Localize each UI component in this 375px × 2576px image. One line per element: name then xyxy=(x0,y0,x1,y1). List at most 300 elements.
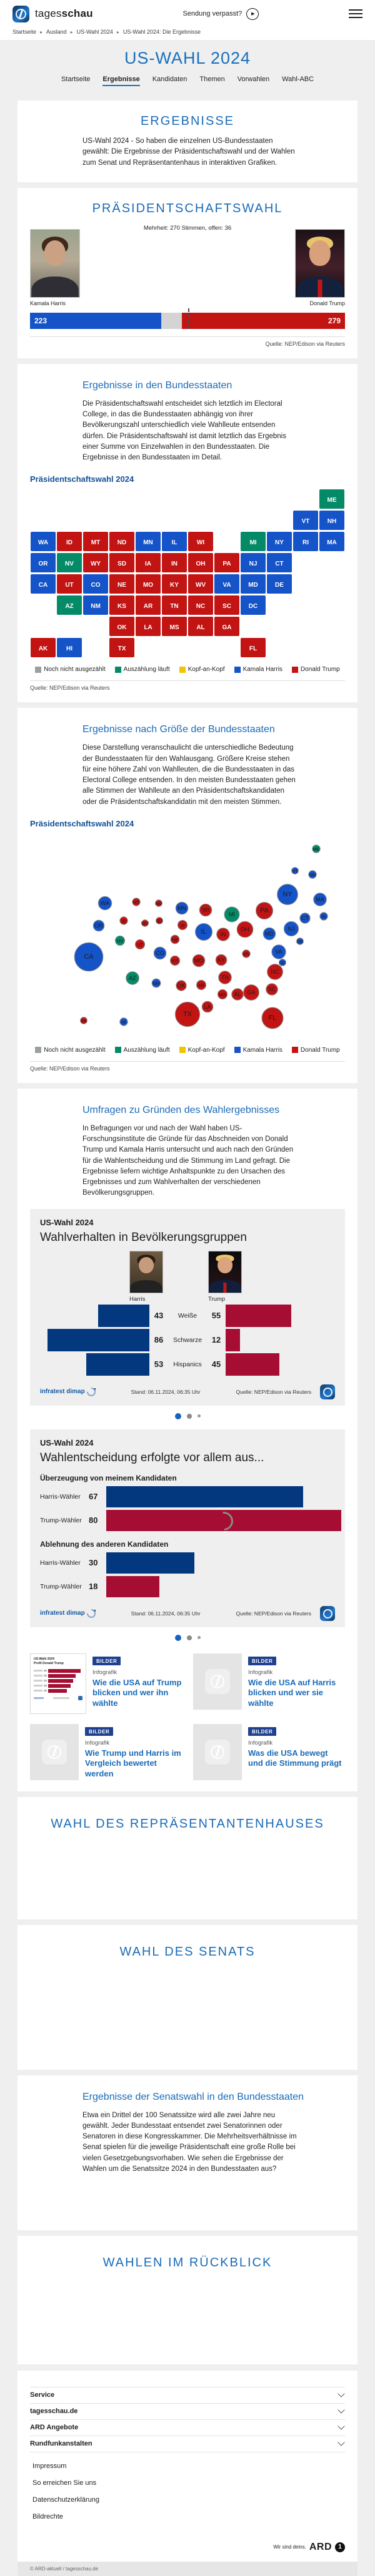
breadcrumb-item[interactable]: US-Wahl 2024 xyxy=(76,29,113,35)
bilder-badge: BILDER xyxy=(85,1727,113,1736)
tagesschau-globe-icon xyxy=(12,6,29,22)
harris-votes-segment[interactable]: 223 xyxy=(30,313,161,329)
section-ergebnisse xyxy=(18,100,358,182)
state-label: NY xyxy=(275,539,284,547)
legend-label: Donald Trump xyxy=(300,666,340,673)
breadcrumb-item[interactable]: US-Wahl 2024: Die Ergebnisse xyxy=(122,29,201,35)
group-label: Schwarze xyxy=(172,1336,202,1344)
legend-item xyxy=(234,1047,282,1054)
legend-swatch xyxy=(179,667,186,673)
repraesentantenhaus-title: WAHL DES REPRÄSENTANTENHAUSES xyxy=(51,1816,324,1831)
hero xyxy=(0,40,375,95)
state-label: MI xyxy=(249,539,257,547)
panel-kicker: US-Wahl 2024 xyxy=(40,1437,94,1447)
footer-link[interactable]: Impressum xyxy=(32,2462,67,2470)
state-label: MA xyxy=(327,539,337,547)
majority-annotation: Mehrheit: 270 Stimmen, offen: 36 xyxy=(143,224,232,232)
state-label: MD xyxy=(265,930,274,937)
section-groesse xyxy=(18,708,358,1083)
state-label: AL xyxy=(234,991,241,997)
ard-logo-icon xyxy=(320,1384,335,1399)
trump-value: 45 xyxy=(211,1359,221,1369)
chevron-down-icon xyxy=(338,2439,344,2446)
legend-swatch xyxy=(35,1047,41,1053)
bilder-badge: BILDER xyxy=(92,1657,121,1665)
carousel-dots xyxy=(30,1635,345,1641)
ard-one-icon: 1 xyxy=(335,2542,345,2552)
teaser-thumbnail-placeholder xyxy=(193,1724,242,1780)
infratest-dimap-logo: infratest dimap xyxy=(40,1609,96,1618)
state-label: TN xyxy=(221,974,229,981)
accordion-label: Service xyxy=(30,2391,55,2399)
state-label: KS xyxy=(171,957,179,964)
teaser-link[interactable]: Wie die USA auf Trump blicken und wer ihn wählte xyxy=(92,1677,182,1708)
chevron-down-icon xyxy=(338,2422,344,2429)
missed-show-button[interactable] xyxy=(182,8,259,20)
state-label: PA xyxy=(222,561,231,568)
kamala-harris-photo xyxy=(30,229,80,298)
ergebnisse-text: US-Wahl 2024 - So haben die einzelnen US-Bundesstaaten gewählt: Die Ergebnisse der Präsidentschaftswahl und der Wahlen zum Senat und Repräsentantenhaus in interaktiven Grafiken. xyxy=(82,137,295,167)
state-label: DE xyxy=(275,582,284,589)
missed-show-label: Sendung verpasst? xyxy=(182,10,242,17)
state-label: MT xyxy=(91,539,101,547)
footer-accordion-tagesschaude[interactable] xyxy=(30,2404,345,2420)
state-label: HI xyxy=(121,1019,126,1025)
state-label: MS xyxy=(169,624,179,632)
state-label: AL xyxy=(196,624,205,632)
footer-link[interactable]: Datenschutzerklärung xyxy=(32,2495,100,2504)
state-label: NJ xyxy=(249,561,258,568)
tab-kandidaten[interactable]: Kandidaten xyxy=(152,76,188,83)
carousel-dot-active[interactable] xyxy=(175,1635,181,1641)
ard-brand-row xyxy=(30,2542,345,2553)
footer-links xyxy=(32,2462,345,2520)
reason-row xyxy=(40,1552,335,1574)
trump-bar[interactable] xyxy=(226,1353,279,1376)
map-chart-title: Präsidentschaftswahl 2024 xyxy=(30,474,134,484)
state-label: AZ xyxy=(65,603,74,610)
state-label: SD xyxy=(156,918,163,924)
state-label: MA xyxy=(316,896,324,903)
demographics-row xyxy=(40,1329,335,1351)
state-label: DC xyxy=(248,603,258,610)
state-label: GA xyxy=(247,989,256,996)
legend-item xyxy=(35,1047,105,1054)
state-label: NE xyxy=(118,582,126,589)
play-icon: ▶ xyxy=(246,8,259,20)
state-label: AZ xyxy=(129,974,136,981)
state-label: DE xyxy=(296,938,304,944)
trump-value: 12 xyxy=(211,1335,221,1344)
bilder-badge: BILDER xyxy=(248,1727,276,1736)
teaser-link[interactable]: Was die USA bewegt und die Stimmung prägt xyxy=(248,1748,342,1768)
teaser-kicker: Infografik xyxy=(92,1668,118,1676)
state-label: NY xyxy=(282,890,292,898)
section-praesidentschaftswahl xyxy=(18,188,358,358)
page-title: US-WAHL 2024 xyxy=(124,49,251,67)
carousel-dot[interactable] xyxy=(187,1414,192,1419)
stand-label: Stand: 06.11.2024, 06:35 Uhr xyxy=(131,1388,201,1395)
accordion-label: tagesschau.de xyxy=(30,2407,78,2415)
state-label: CO xyxy=(91,582,101,589)
teaser-kicker: Infografik xyxy=(248,1668,273,1676)
teaser-card[interactable] xyxy=(30,1724,182,1780)
carousel-dot-active[interactable] xyxy=(175,1413,181,1419)
state-label: WV xyxy=(242,951,251,957)
trump-votes-segment[interactable]: 279 xyxy=(182,313,345,329)
electoral-college-bar xyxy=(30,313,345,329)
state-label: NV xyxy=(65,561,74,568)
value-bar[interactable] xyxy=(106,1486,303,1507)
trump-column-label: Trump xyxy=(208,1295,226,1303)
state-label: WA xyxy=(100,899,110,906)
state-label: KY xyxy=(170,582,179,589)
group-label: Hispanics xyxy=(173,1360,202,1368)
page-footer xyxy=(18,2371,358,2576)
state-label: IN xyxy=(171,561,178,568)
breadcrumb-separator-icon: ▸ xyxy=(70,29,73,35)
rueckblick-title: WAHLEN IM RÜCKBLICK xyxy=(102,2255,272,2270)
tab-ergebnisse[interactable]: Ergebnisse xyxy=(102,76,139,86)
state-label: MD xyxy=(248,582,258,589)
section-bundesstaaten xyxy=(18,364,358,703)
state-label: SC xyxy=(222,603,231,610)
value-label: 30 xyxy=(89,1558,98,1567)
footer-accordion-ardangebote[interactable] xyxy=(30,2420,345,2436)
tab-themen[interactable]: Themen xyxy=(199,76,225,83)
senatswahl-text: Etwa ein Drittel der 100 Senatssitze wird alle zwei Jahre neu gewählt. Jeder Bundesstaat entsendet zwei Senatorinnen oder Senatoren in diese Kongresskammer. Die Mehrheitsverhältnisse im Senat spielen für die jeweilige Präsidentschaft eine große Rolle bei vielen Gesetzgebungsvorhaben. Wie sehen die Ergebnisse der Wahlen um die Senatssitze 2024 in den Bundesstaaten aus? xyxy=(82,2111,297,2173)
teaser-kicker: Infografik xyxy=(248,1739,273,1746)
reason-row xyxy=(40,1510,335,1531)
praesidentschaftswahl-title: PRÄSIDENTSCHAFTSWAHL xyxy=(92,201,283,215)
voter-group-label: Harris-Wähler xyxy=(40,1559,81,1567)
groesse-text: Diese Darstellung veranschaulicht die unterschiedliche Bedeutung der Bundesstaaten für den Wahlausgang. Größere Kreise stehen für eine höhere Zahl von Wahlleuten, die die Bundesstaaten in das Electoral College entsenden. In den meisten Bundesstaaten gehen alle Stimmen der Wahlleute an den Präsidentschaftskandidaten oder die Präsidentschaftskandidatin mit den meisten Stimmen. xyxy=(82,744,296,806)
stand-label: Stand: 06.11.2024, 06:35 Uhr xyxy=(131,1610,201,1617)
ergebnisse-title: ERGEBNISSE xyxy=(140,114,235,128)
trump-bar[interactable] xyxy=(226,1305,291,1327)
source-note: Quelle: NEP/Edison via Reuters xyxy=(30,685,110,692)
state-label: GA xyxy=(222,624,232,632)
trump-bar[interactable] xyxy=(226,1329,240,1351)
harris-mini-photo xyxy=(129,1251,163,1293)
value-label: 80 xyxy=(89,1516,98,1525)
umfragen-title[interactable]: Umfragen zu Gründen des Wahlergebnisses xyxy=(82,1104,280,1115)
reason-groups xyxy=(40,1474,335,1597)
state-label: AK xyxy=(38,645,48,653)
state-label: NV xyxy=(116,938,124,944)
state-label: RI xyxy=(321,913,326,919)
teaser-thumbnail-placeholder xyxy=(30,1724,79,1780)
trump-caption: Donald Trump xyxy=(309,300,345,306)
panel-footer xyxy=(40,1384,335,1399)
voter-group-label: Trump-Wähler xyxy=(40,1516,82,1524)
state-label: OR xyxy=(38,561,48,568)
footer-accordions xyxy=(30,2387,345,2452)
teaser-link[interactable]: Wie Trump und Harris im Vergleich bewertet werden xyxy=(85,1748,181,1779)
ard-claim: Wir sind deins. xyxy=(273,2544,306,2550)
divider xyxy=(30,336,345,337)
state-label: ME xyxy=(312,846,320,852)
footer-accordion-rundfunkanstalten[interactable] xyxy=(30,2436,345,2452)
state-label: NM xyxy=(152,980,160,986)
section-senat xyxy=(18,1925,358,2070)
copyright-bar: © ARD-aktuell / tagesschau.de xyxy=(18,2562,358,2576)
state-label: CA xyxy=(84,953,94,961)
state-label: ID xyxy=(66,539,72,547)
harris-bar[interactable] xyxy=(98,1305,149,1327)
state-label: NH xyxy=(327,518,337,526)
value-bar[interactable] xyxy=(106,1552,194,1574)
globe-placeholder-icon xyxy=(42,1740,67,1765)
legend-label: Auszählung läuft xyxy=(123,1046,170,1054)
accordion-label: Rundfunkanstalten xyxy=(30,2440,92,2447)
legend-swatch xyxy=(292,667,298,673)
state-label: VA xyxy=(275,948,282,955)
demographics-rows xyxy=(40,1305,335,1376)
bubble-chart-title: Präsidentschaftswahl 2024 xyxy=(30,818,134,828)
trump-mini-photo xyxy=(208,1251,242,1293)
candidate-harris xyxy=(30,229,80,306)
accordion-label: ARD Angebote xyxy=(30,2424,79,2431)
state-label: CT xyxy=(301,914,309,921)
candidate-trump xyxy=(295,229,345,306)
value-bar[interactable] xyxy=(106,1576,159,1597)
tab-wahl-abc[interactable]: Wahl-ABC xyxy=(282,76,314,83)
bilder-badge: BILDER xyxy=(248,1657,276,1665)
legend-swatch xyxy=(292,1047,298,1053)
breadcrumb-item[interactable]: Startseite xyxy=(12,29,37,35)
tab-startseite[interactable]: Startseite xyxy=(61,76,91,83)
breadcrumb xyxy=(0,27,375,40)
harris-column-label: Harris xyxy=(129,1295,146,1303)
legend-label: Kamala Harris xyxy=(242,666,282,673)
harris-column xyxy=(129,1251,167,1303)
source-label: Quelle: NEP/Edison via Reuters xyxy=(236,1610,311,1617)
state-label: KS xyxy=(118,603,126,610)
state-label: MN xyxy=(178,904,186,911)
footer-link[interactable]: Bildrechte xyxy=(32,2512,63,2520)
poll-panel-demographics xyxy=(30,1209,345,1406)
state-label: ND xyxy=(117,539,127,547)
legend-item xyxy=(292,666,340,673)
bundesstaaten-title[interactable]: Ergebnisse in den Bundesstaaten xyxy=(82,380,232,391)
harris-value: 86 xyxy=(154,1335,164,1344)
legend-label: Kopf-an-Kopf xyxy=(188,1046,225,1054)
state-label: TX xyxy=(182,1010,192,1018)
breadcrumb-item[interactable]: Ausland xyxy=(46,29,67,35)
state-label: WI xyxy=(202,906,209,913)
group-label: Weiße xyxy=(178,1311,198,1320)
harris-bar[interactable] xyxy=(86,1353,149,1376)
teaser-card[interactable] xyxy=(193,1724,345,1780)
majority-marker xyxy=(188,308,189,329)
legend-item xyxy=(234,666,282,673)
brand-name: tagesschau xyxy=(35,7,93,19)
demographics-row xyxy=(40,1353,335,1376)
state-label: IA xyxy=(180,922,185,928)
state-label: OK xyxy=(117,624,127,632)
legend-item xyxy=(115,666,170,673)
carousel-dot[interactable] xyxy=(198,1414,201,1418)
legend-item xyxy=(292,1047,340,1054)
demographics-row xyxy=(40,1305,335,1327)
senatswahl-title[interactable]: Ergebnisse der Senatswahl in den Bundesstaaten xyxy=(82,2091,304,2102)
chevron-down-icon xyxy=(338,2390,344,2397)
state-label: TN xyxy=(170,603,179,610)
state-label: CO xyxy=(156,949,164,956)
globe-placeholder-icon xyxy=(205,1740,230,1765)
state-label: OR xyxy=(94,922,103,929)
legend-item xyxy=(35,666,105,673)
teaser-thumbnail-placeholder xyxy=(193,1653,242,1710)
section-rueckblick xyxy=(18,2236,358,2364)
harris-caption: Kamala Harris xyxy=(30,300,66,306)
state-label: WY xyxy=(141,920,149,926)
divider xyxy=(30,1061,345,1062)
harris-value: 43 xyxy=(154,1311,164,1320)
state-label: NC xyxy=(271,968,279,975)
tagesschau-logo[interactable] xyxy=(12,6,93,22)
carousel-dots xyxy=(30,1413,345,1419)
voter-group-label: Trump-Wähler xyxy=(40,1582,82,1590)
state-label: IL xyxy=(201,928,207,936)
legend-label: Donald Trump xyxy=(300,1046,340,1054)
legend-item xyxy=(179,666,225,673)
value-label: 67 xyxy=(89,1492,98,1501)
state-label: HI xyxy=(66,645,72,653)
bundesstaaten-text: Die Präsidentschaftswahl entscheidet sich letztlich im Electoral College, in das die Bundesstaaten abhängig von ihrer Bevölkerungszahl unterschiedlich viele Wahlleute entsenden dürfen. Die Präsidentschaftswahl ist damit letztlich das Ergebnis einer Summe von Einzelwahlen in den Bundesstaaten. Die Ergebnisse in den Bundesstaaten im Detail. xyxy=(82,399,286,461)
reason-group-label: Überzeugung von meinem Kandidaten xyxy=(40,1473,177,1482)
senat-title: WAHL DES SENATS xyxy=(119,1944,256,1959)
state-label: KY xyxy=(217,956,226,963)
section-tabs xyxy=(0,76,375,86)
state-label: CA xyxy=(38,582,48,589)
state-label: MO xyxy=(142,582,154,589)
state-label: DC xyxy=(279,959,286,966)
state-label: NH xyxy=(309,871,316,878)
trump-column xyxy=(208,1251,246,1303)
state-label: NE xyxy=(171,936,179,943)
reason-row xyxy=(40,1486,335,1507)
panel-title: Wahlentscheidung erfolgte vor allem aus... xyxy=(40,1451,264,1464)
state-label: AK xyxy=(80,1017,88,1024)
chevron-down-icon xyxy=(338,2406,344,2413)
state-label: WI xyxy=(196,539,205,547)
tab-vorwahlen[interactable]: Vorwahlen xyxy=(237,76,270,83)
state-label: MN xyxy=(143,539,153,547)
state-label: CT xyxy=(275,561,284,568)
state-label: MT xyxy=(132,899,140,905)
trump-value: 55 xyxy=(211,1311,221,1320)
ard-logo-icon xyxy=(320,1606,335,1621)
teaser-link[interactable]: Wie die USA auf Harris blicken und wer sie wählte xyxy=(248,1677,336,1708)
open-votes-segment[interactable] xyxy=(161,313,182,329)
ard-wordmark: ARD xyxy=(309,2541,332,2552)
state-label: NM xyxy=(91,603,101,610)
umfragen-text: In Befragungen vor und nach der Wahl haben US-Forschungsinstitute die Gründe für das Abschneiden von Donald Trump und Kamala Harris untersucht und auch nach den Gründen für die Wahlentscheidung und die Stimmung im Land gefragt. Die Ergebnisse liefern wichtige Anhaltspunkte zu den Ursachen des Ergebnisses und zum Wahlverhalten der verschiedenen Bevölkerungsgruppen. xyxy=(82,1124,294,1197)
value-label: 18 xyxy=(89,1582,98,1591)
state-label: MI xyxy=(229,911,235,918)
teaser-grid xyxy=(30,1653,345,1780)
state-label: VT xyxy=(301,518,310,526)
reason-group-label: Ablehnung des anderen Kandidaten xyxy=(40,1539,169,1549)
footer-link[interactable]: So erreichen Sie uns xyxy=(32,2479,97,2487)
state-label: UT xyxy=(65,582,74,589)
panel-kicker: US-Wahl 2024 xyxy=(40,1217,94,1227)
state-label: PA xyxy=(260,906,269,914)
footer-accordion-service[interactable] xyxy=(30,2387,345,2404)
legend-swatch xyxy=(115,667,121,673)
menu-icon[interactable] xyxy=(349,9,362,18)
thumb-title: US-Wahl 2024 xyxy=(34,1657,54,1661)
teaser-card[interactable] xyxy=(193,1653,345,1714)
state-size-cartogram xyxy=(30,833,355,1038)
state-label: IA xyxy=(145,561,151,568)
state-label: ND xyxy=(155,900,162,906)
breadcrumb-separator-icon: ▸ xyxy=(40,29,43,35)
state-label: WY xyxy=(90,561,101,568)
state-label: OH xyxy=(241,926,249,933)
state-label: LA xyxy=(204,1003,211,1010)
state-label: VT xyxy=(292,868,298,874)
state-label: SD xyxy=(118,561,126,568)
state-label: NJ xyxy=(288,925,295,932)
divider xyxy=(30,680,345,681)
state-label: SC xyxy=(268,986,276,992)
poll-panel-reasons xyxy=(30,1429,345,1627)
state-label: VA xyxy=(222,582,231,589)
state-label: FL xyxy=(249,645,258,653)
legend-swatch xyxy=(179,1047,186,1053)
state-label: UT xyxy=(137,941,143,948)
state-label: WV xyxy=(195,582,206,589)
state-label: IN xyxy=(220,931,226,938)
state-label: WA xyxy=(38,539,49,547)
carousel-dot[interactable] xyxy=(187,1635,192,1640)
teaser-thumbnail-chart xyxy=(30,1653,86,1714)
legend-item xyxy=(115,1047,170,1054)
state-label: OK xyxy=(177,982,186,989)
globe-placeholder-icon xyxy=(205,1669,230,1694)
state-label: ID xyxy=(121,918,126,924)
source-label: Quelle: NEP/Edison via Reuters xyxy=(236,1388,311,1395)
teaser-card[interactable] xyxy=(30,1653,182,1714)
panel-footer xyxy=(40,1606,335,1621)
section-senatswahl xyxy=(18,2075,358,2230)
state-label: AR xyxy=(143,603,153,610)
infratest-dimap-logo: infratest dimap xyxy=(40,1388,96,1396)
bubble-legend xyxy=(30,1047,345,1054)
legend-label: Noch nicht ausgezählt xyxy=(44,1046,106,1054)
legend-swatch xyxy=(35,667,41,673)
legend-label: Kamala Harris xyxy=(242,1046,282,1054)
legend-label: Noch nicht ausgezählt xyxy=(44,666,106,673)
voter-group-label: Harris-Wähler xyxy=(40,1492,81,1501)
groesse-title[interactable]: Ergebnisse nach Größe der Bundesstaaten xyxy=(82,724,275,735)
state-label: NC xyxy=(196,603,206,610)
legend-swatch xyxy=(234,667,241,673)
map-legend xyxy=(30,666,345,673)
section-umfragen xyxy=(18,1089,358,1791)
source-note: Quelle: NEP/Edison via Reuters xyxy=(265,340,345,347)
harris-bar[interactable] xyxy=(48,1329,149,1351)
legend-swatch xyxy=(234,1047,241,1053)
source-note: Quelle: NEP/Edison via Reuters xyxy=(30,1065,110,1072)
carousel-dot[interactable] xyxy=(198,1636,201,1639)
state-label: IL xyxy=(171,539,178,547)
teaser-kicker: Infografik xyxy=(85,1739,110,1746)
state-winner-map xyxy=(30,489,348,657)
